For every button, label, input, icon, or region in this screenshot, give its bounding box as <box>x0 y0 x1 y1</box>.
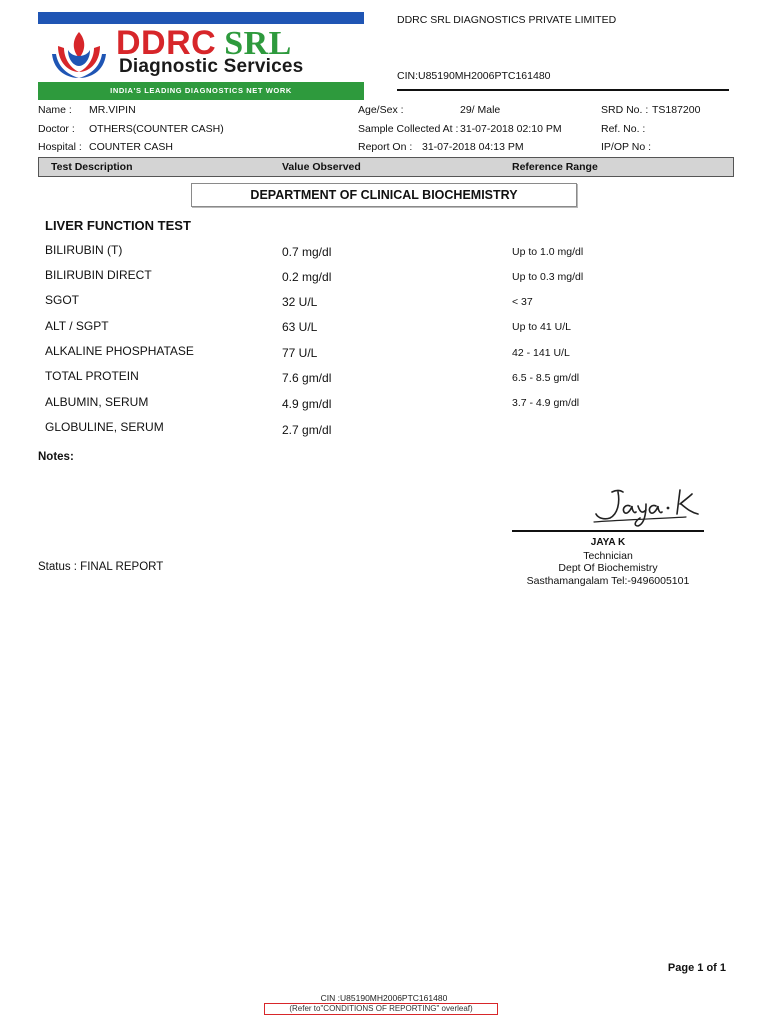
results-table-header <box>38 157 734 177</box>
test-value: 63 U/L <box>282 320 318 334</box>
test-name: BILIRUBIN DIRECT <box>45 268 152 282</box>
hospital-value: COUNTER CASH <box>89 141 174 153</box>
test-name: SGOT <box>45 293 80 307</box>
signatory-title: Technician <box>583 550 633 562</box>
test-name: ALT / SGPT <box>45 319 109 333</box>
test-name: GLOBULINE, SERUM <box>45 420 164 434</box>
test-value: 4.9 gm/dl <box>282 397 332 411</box>
test-range: 42 - 141 U/L <box>512 347 570 359</box>
col-test-description: Test Description <box>51 161 133 173</box>
report-value: 31-07-2018 04:13 PM <box>422 141 524 153</box>
test-range: Up to 41 U/L <box>512 321 571 333</box>
test-name: TOTAL PROTEIN <box>45 369 139 383</box>
col-value-observed: Value Observed <box>282 161 361 173</box>
srd-label: SRD No. : <box>601 104 649 116</box>
test-name: BILIRUBIN (T) <box>45 243 123 257</box>
footer-cin: CIN :U85190MH2006PTC161480 <box>320 993 448 1003</box>
signature-line <box>512 530 704 532</box>
test-value: 32 U/L <box>282 295 318 309</box>
logo-tagline: INDIA'S LEADING DIAGNOSTICS NET WORK <box>110 86 292 95</box>
agesex-value: 29/ Male <box>460 104 501 116</box>
test-value: 2.7 gm/dl <box>282 423 332 437</box>
hospital-label: Hospital : <box>38 141 82 153</box>
ref-label: Ref. No. : <box>601 123 646 135</box>
company-logo <box>38 12 364 95</box>
logo-brand-srl: SRL <box>224 25 292 62</box>
notes-label: Notes: <box>38 451 74 463</box>
test-range: Up to 0.3 mg/dl <box>512 271 584 283</box>
test-range: Up to 1.0 mg/dl <box>512 246 584 258</box>
agesex-label: Age/Sex : <box>358 104 404 116</box>
signatory-location: Sasthamangalam Tel:-9496005101 <box>526 575 690 587</box>
test-value: 0.7 mg/dl <box>282 245 332 259</box>
test-value: 0.2 mg/dl <box>282 270 332 284</box>
report-label: Report On : <box>358 141 413 153</box>
test-range: 3.7 - 4.9 gm/dl <box>512 397 580 409</box>
report-status: Status : FINAL REPORT <box>38 561 164 573</box>
test-name: ALKALINE PHOSPHATASE <box>45 344 194 358</box>
name-value: MR.VIPIN <box>89 104 136 116</box>
ipop-label: IP/OP No : <box>601 141 651 153</box>
company-name: DDRC SRL DIAGNOSTICS PRIVATE LIMITED <box>397 14 617 26</box>
srd-value: TS187200 <box>652 104 701 116</box>
handwritten-signature <box>590 484 710 530</box>
logo-subtitle: Diagnostic Services <box>119 56 304 77</box>
department-title: DEPARTMENT OF CLINICAL BIOCHEMISTRY <box>191 183 577 207</box>
name-label: Name : <box>38 104 72 116</box>
collected-label: Sample Collected At : <box>358 123 459 135</box>
signatory-dept: Dept Of Biochemistry <box>558 562 658 574</box>
test-value: 7.6 gm/dl <box>282 371 332 385</box>
col-reference-range: Reference Range <box>512 161 598 173</box>
page-number: Page 1 of 1 <box>667 962 726 974</box>
logo-brand-ddrc: DDRC <box>116 24 217 62</box>
section-title: LIVER FUNCTION TEST <box>45 218 191 233</box>
test-value: 77 U/L <box>282 346 318 360</box>
test-range: < 37 <box>512 296 533 308</box>
footer-conditions-note: (Refer to"CONDITIONS OF REPORTING" overleaf) <box>264 1003 498 1015</box>
test-name: ALBUMIN, SERUM <box>45 395 149 409</box>
header-divider <box>397 89 729 91</box>
logo-top-bar <box>38 12 364 24</box>
doctor-label: Doctor : <box>38 123 75 135</box>
lotus-hands-logo-icon <box>50 28 108 80</box>
company-cin: CIN:U85190MH2006PTC161480 <box>397 70 551 82</box>
collected-value: 31-07-2018 02:10 PM <box>460 123 562 135</box>
test-range: 6.5 - 8.5 gm/dl <box>512 372 580 384</box>
signatory-name: JAYA K <box>590 537 626 548</box>
doctor-value: OTHERS(COUNTER CASH) <box>89 123 224 135</box>
